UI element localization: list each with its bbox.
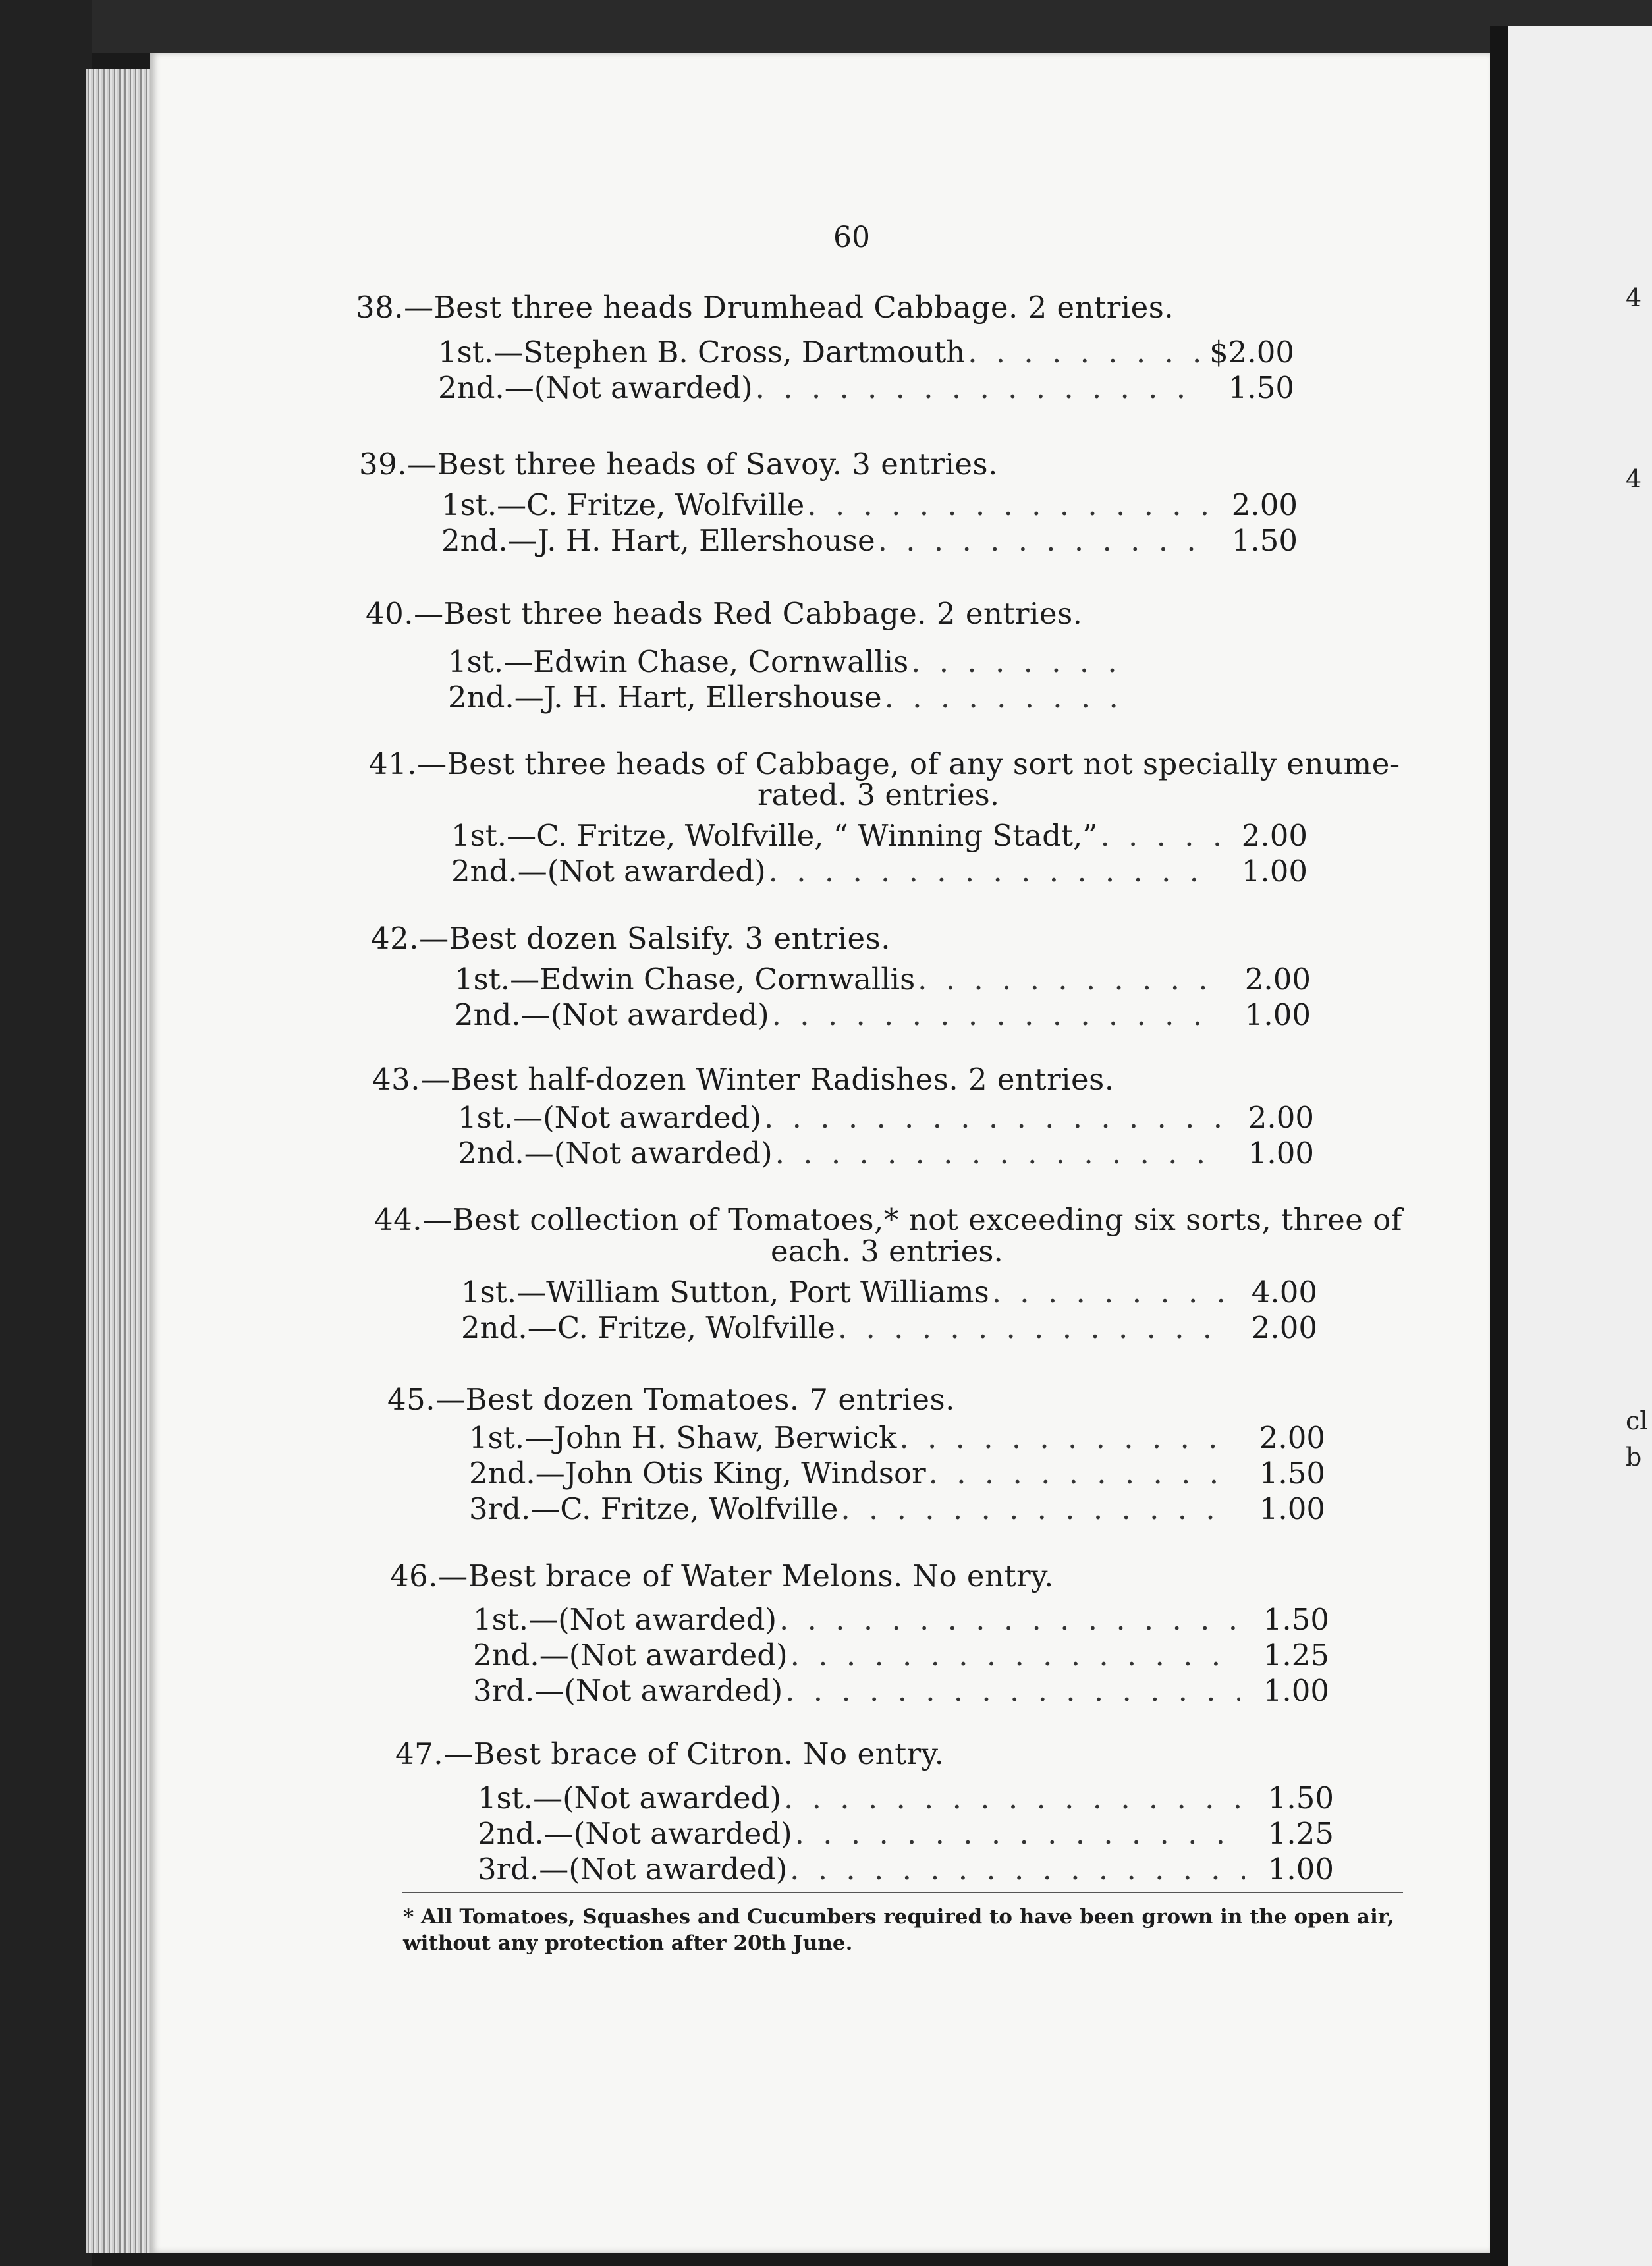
award-row <box>451 854 1308 889</box>
award-label: 2nd.—J. H. Hart, Ellershouse <box>448 680 882 715</box>
award-label: 2nd.—John Otis King, Windsor <box>469 1456 926 1491</box>
award-row <box>458 1100 1314 1136</box>
leader-dots <box>908 644 1130 679</box>
section-heading: 45.—Best dozen Tomatoes. 7 entries. <box>387 1382 955 1417</box>
award-label: 1st.—(Not awarded) <box>458 1100 762 1135</box>
award-row <box>454 997 1311 1033</box>
footnote-rule <box>402 1892 1403 1893</box>
footnote: * All Tomatoes, Squashes and Cucumbers required to have been grown in the open air, without any protection after 20th June. <box>403 1905 1394 1955</box>
award-label: 1st.—(Not awarded) <box>478 1781 782 1815</box>
award-row <box>461 1275 1317 1310</box>
leader-dots <box>773 1136 1225 1171</box>
award-label: 1st.—Edwin Chase, Cornwallis <box>448 644 909 679</box>
award-row <box>448 680 1219 715</box>
award-amount: 4.00 <box>1251 1275 1317 1310</box>
leader-dots <box>792 1816 1245 1851</box>
leader-dots <box>783 1673 1240 1708</box>
leader-dots <box>1097 818 1219 853</box>
award-label: 3rd.—(Not awarded) <box>478 1852 788 1887</box>
section-heading-continuation: rated. 3 entries. <box>757 777 1000 812</box>
leader-dots <box>989 1275 1228 1310</box>
award-label: 1st.—C. Fritze, Wolfville <box>441 487 805 522</box>
facing-page-fragment: 4 <box>1626 283 1642 312</box>
award-row <box>478 1852 1334 1887</box>
award-row <box>461 1310 1317 1346</box>
award-row <box>441 487 1298 523</box>
facing-page-fragment: b <box>1626 1443 1642 1472</box>
section-heading-continuation: each. 3 entries. <box>771 1234 1003 1269</box>
award-row <box>478 1781 1334 1816</box>
section-heading: 44.—Best collection of Tomatoes,* not exceeding six sorts, three of <box>374 1202 1402 1237</box>
leader-dots <box>965 335 1205 370</box>
leader-dots <box>761 1100 1225 1135</box>
award-amount: 1.50 <box>1263 1602 1329 1637</box>
award-amount: 1.00 <box>1263 1673 1329 1708</box>
award-amount: 2.00 <box>1248 1100 1314 1135</box>
award-row <box>473 1673 1329 1709</box>
award-amount: 2.00 <box>1251 1310 1317 1345</box>
award-label: 2nd.—(Not awarded) <box>478 1816 792 1851</box>
award-row <box>438 335 1294 370</box>
award-row <box>451 818 1308 854</box>
leader-dots <box>777 1602 1240 1637</box>
award-label: 2nd.—(Not awarded) <box>454 997 769 1032</box>
award-label: 1st.—Edwin Chase, Cornwallis <box>454 962 916 997</box>
award-row <box>458 1136 1314 1171</box>
award-amount: 2.00 <box>1241 818 1308 853</box>
award-label: 3rd.—(Not awarded) <box>473 1673 783 1708</box>
award-amount: $2.00 <box>1209 335 1294 370</box>
facing-page-fragment: cl <box>1626 1406 1648 1435</box>
facing-page <box>1508 26 1652 2266</box>
leader-dots <box>781 1781 1245 1815</box>
section-heading: 47.—Best brace of Citron. No entry. <box>395 1736 945 1771</box>
section-heading: 40.—Best three heads Red Cabbage. 2 entries. <box>366 596 1083 631</box>
award-row <box>473 1602 1329 1638</box>
award-amount: 1.50 <box>1259 1456 1325 1491</box>
section-heading: 46.—Best brace of Water Melons. No entry. <box>390 1559 1054 1593</box>
award-amount: 1.25 <box>1263 1638 1329 1672</box>
award-row <box>454 962 1311 997</box>
award-amount: 1.00 <box>1267 1852 1334 1887</box>
award-label: 1st.—William Sutton, Port Williams <box>461 1275 989 1310</box>
award-row <box>438 370 1294 406</box>
leader-dots <box>926 1456 1236 1491</box>
scan-background-left <box>0 0 92 2266</box>
award-amount: 1.50 <box>1267 1781 1334 1815</box>
section-heading: 43.—Best half-dozen Winter Radishes. 2 entries. <box>372 1062 1115 1097</box>
leader-dots <box>896 1420 1236 1455</box>
leader-dots <box>838 1491 1236 1526</box>
section-heading: 39.—Best three heads of Savoy. 3 entries. <box>359 447 998 482</box>
leader-dots <box>915 962 1222 997</box>
award-row <box>469 1491 1325 1527</box>
scan-background-top <box>0 0 1652 53</box>
award-label: 1st.—(Not awarded) <box>473 1602 777 1637</box>
facing-page-fragment: 4 <box>1626 464 1642 493</box>
section-heading: 38.—Best three heads Drumhead Cabbage. 2 entries. <box>356 290 1174 325</box>
award-amount: 1.25 <box>1267 1816 1334 1851</box>
award-label: 1st.—Stephen B. Cross, Dartmouth <box>438 335 966 370</box>
award-label: 2nd.—(Not awarded) <box>451 854 766 889</box>
section-heading: 41.—Best three heads of Cabbage, of any sort not specially enume- <box>369 746 1400 781</box>
page-number: 60 <box>833 221 870 254</box>
award-label: 2nd.—J. H. Hart, Ellershouse <box>441 523 875 558</box>
award-row <box>469 1456 1325 1491</box>
award-amount: 1.00 <box>1259 1491 1325 1526</box>
award-row <box>448 644 1219 680</box>
award-amount: 2.00 <box>1231 487 1298 522</box>
leader-dots <box>788 1638 1240 1672</box>
leader-dots <box>804 487 1209 522</box>
leader-dots <box>766 854 1219 889</box>
leader-dots <box>787 1852 1245 1887</box>
award-amount: 1.00 <box>1244 997 1311 1032</box>
leader-dots <box>835 1310 1228 1345</box>
award-amount: 2.00 <box>1259 1420 1325 1455</box>
section-heading: 42.—Best dozen Salsify. 3 entries. <box>371 921 891 956</box>
leader-dots <box>753 370 1205 405</box>
leader-dots <box>875 523 1209 558</box>
award-amount: 1.50 <box>1228 370 1294 405</box>
award-label: 1st.—C. Fritze, Wolfville, “ Winning Stadt,” <box>451 818 1098 853</box>
award-row <box>469 1420 1325 1456</box>
award-amount: 1.50 <box>1231 523 1298 558</box>
book-page-edges <box>86 69 158 2253</box>
leader-dots <box>769 997 1222 1032</box>
award-label: 1st.—John H. Shaw, Berwick <box>469 1420 897 1455</box>
award-label: 2nd.—(Not awarded) <box>473 1638 788 1672</box>
award-row <box>441 523 1298 559</box>
award-label: 2nd.—(Not awarded) <box>438 370 753 405</box>
award-label: 3rd.—C. Fritze, Wolfville <box>469 1491 839 1526</box>
award-label: 2nd.—C. Fritze, Wolfville <box>461 1310 835 1345</box>
award-label: 2nd.—(Not awarded) <box>458 1136 773 1171</box>
leader-dots <box>882 680 1130 715</box>
award-amount: 1.00 <box>1241 854 1308 889</box>
award-row <box>478 1816 1334 1852</box>
award-amount: 2.00 <box>1244 962 1311 997</box>
award-amount: 1.00 <box>1248 1136 1314 1171</box>
award-row <box>473 1638 1329 1673</box>
